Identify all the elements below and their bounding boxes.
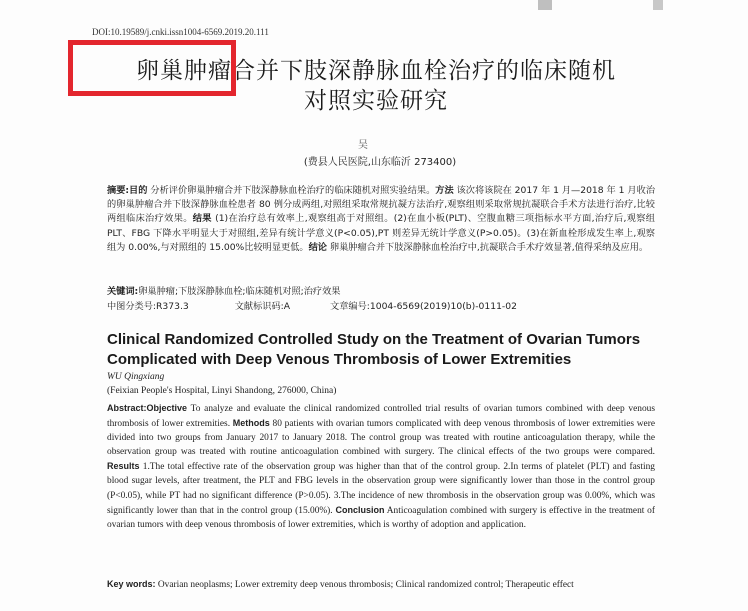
abstract-method-label: 方法 <box>435 185 454 196</box>
chinese-keywords <box>107 283 655 297</box>
english-keywords <box>107 577 655 592</box>
keywords-en-label: Key words: <box>107 579 156 589</box>
abstract-en-conclusion-text: Anticoagulation combined with surgery is effective in the treatment of ovarian tumors with deep venous thrombosis of lower extremities, which is worthy of adoption and application. <box>107 505 655 530</box>
english-title: Clinical Randomized Controlled Study on the Treatment of Ovarian Tumors Complicated with Deep Venous Thrombosis of Lower Extremities <box>107 331 641 368</box>
chinese-author: 吴 <box>358 140 368 151</box>
abstract-en-result-text: 1.The total effective rate of the observation group was higher than that of the control group. 2.In terms of platelet (PLT) and fasting blood sugar levels, after treatment, the PLT and FBG levels in the observation group were significantly lower than those in the control group (P<0.05), while PT had no significant difference (P>0.05). 3.The incidence of new thrombosis in the observation group was 0.00%, which was significantly lower than that in the control group (15.00%). <box>107 462 655 516</box>
abstract-en-conclusion-label: Conclusion <box>335 504 385 515</box>
article-number: 文章编号:1004-6569(2019)10(b)-0111-02 <box>330 301 517 312</box>
chinese-title-line-2: 对照实验研究 <box>304 88 448 114</box>
english-affiliation: (Feixian People's Hospital, Linyi Shandong, 276000, China) <box>107 386 337 396</box>
keywords-en-text: Ovarian neoplasms; Lower extremity deep venous thrombosis; Clinical randomized control; Therapeutic effect <box>155 580 574 590</box>
abstract-en-objective-label: Abstract:Objective <box>107 403 188 413</box>
red-highlight-box <box>68 40 236 96</box>
abstract-result-label: 结果 <box>192 213 212 225</box>
abstract-conclusion-text: 卵巢肿瘤合并下肢深静脉血栓治疗中,抗凝联合手术疗效显著,值得采纳及应用。 <box>326 241 649 253</box>
doi-line: DOI:10.19589/j.cnki.issn1004-6569.2019.20.111 <box>92 27 269 37</box>
abstract-conclusion-label: 结论 <box>308 241 327 253</box>
english-author: WU Qingxiang <box>107 372 165 382</box>
abstract-en-result-label: Results <box>107 461 140 472</box>
abstract-en-method-label: Methods <box>232 418 270 429</box>
keywords-label: 关键词: <box>107 286 139 297</box>
clc-number: 中图分类号:R373.3 <box>107 301 189 312</box>
abstract-objective-label: 摘要:目的 <box>107 185 148 196</box>
document-code: 文献标识码:A <box>234 301 291 312</box>
abstract-method-text: 该次将该院在 2017 年 1 月—2018 年 1 月收治的卵巢肿瘤合并下肢深静脉血栓患者 80 例分成两组,对照组采取常规抗凝方法治疗,观察组则采取常规抗凝联合手术方法进行治疗,比较两组临床治疗效果。 <box>107 185 656 225</box>
page-edge-mark <box>538 0 552 10</box>
classification-line <box>107 298 655 312</box>
abstract-en-objective-text: To analyze and evaluate the clinical randomized controlled trial results of ovarian tumors combined with deep venous thrombosis of lower extremities. <box>107 404 655 430</box>
chinese-affiliation: (费县人民医院,山东临沂 273400) <box>303 157 457 168</box>
chinese-abstract <box>107 184 655 255</box>
english-abstract <box>107 401 655 532</box>
chinese-title-line-1: 卵巢肿瘤合并下肢深静脉血栓治疗的临床随机 <box>136 58 616 84</box>
abstract-objective-text: 分析评价卵巢肿瘤合并下肢深静脉血栓治疗的临床随机对照实验结果。 <box>147 185 436 196</box>
abstract-en-method-text: 80 patients with ovarian tumors complicated with deep venous thrombosis of lower extremities were divided into two groups from January 2017 to January 2018. The control group was treated with routine anticoagulation therapy, while the observation group was treated with routine anticoagulation combined with surgery. The clinical effects of the two groups were compared. <box>107 419 655 458</box>
abstract-result-text: (1)在治疗总有效率上,观察组高于对照组。(2)在血小板(PLT)、空腹血糖三项指标水平方面,治疗后,观察组 PLT、FBG 下降水平明显大于对照组,差异有统计学意义(P<0.05),PT 则差异无统计学意义(P>0.05)。(3)在新血栓形成发生率上,观察组为 0.00%,与对照组的 15.00%比较明显更低。 <box>107 213 655 253</box>
keywords-text: 卵巢肿瘤;下肢深静脉血栓;临床随机对照;治疗效果 <box>138 286 341 297</box>
page-edge-mark <box>653 0 663 10</box>
